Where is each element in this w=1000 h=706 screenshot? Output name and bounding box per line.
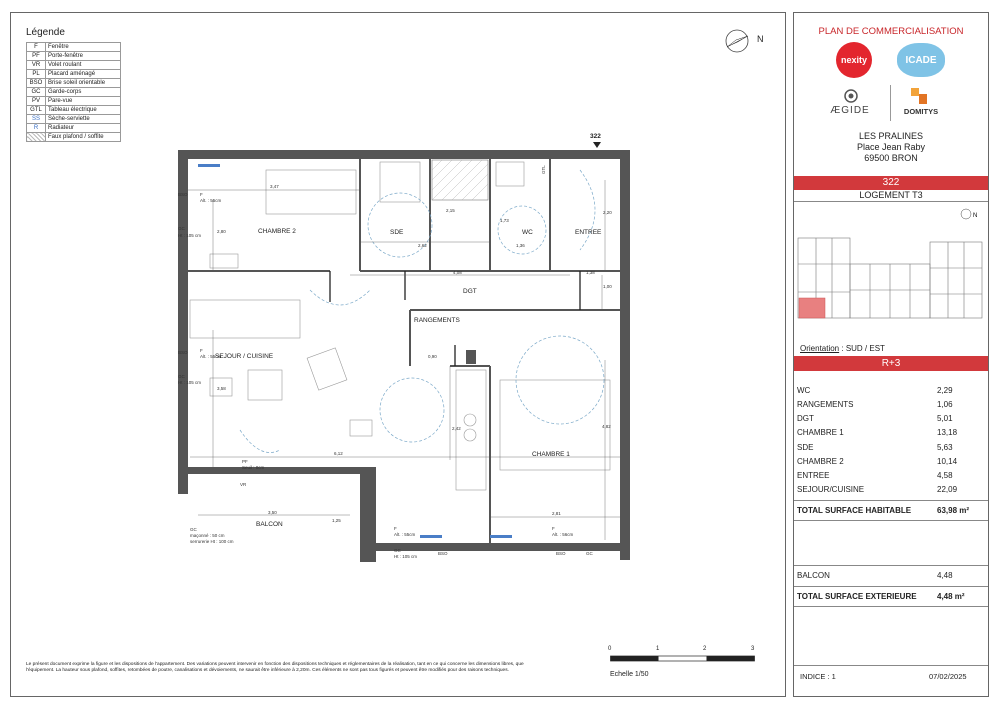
room-label-dgt: DGT xyxy=(463,288,477,295)
surface-room: DGT xyxy=(797,414,814,423)
surface-room: ENTREE xyxy=(797,471,830,480)
lot-type: LOGEMENT T3 xyxy=(859,190,923,200)
surface-row xyxy=(797,457,987,466)
wall-balcony-side xyxy=(360,467,376,562)
divider xyxy=(794,606,988,607)
legend-label: Faux plafond / soffite xyxy=(46,133,121,142)
floor-plan xyxy=(150,130,640,570)
radiator xyxy=(198,164,220,167)
tag-ht: Ht : 105 cm xyxy=(394,554,418,559)
dimension-label: 1,00 xyxy=(603,284,612,289)
hob-ring xyxy=(464,429,476,441)
tag-seuil: Seuil : 0cm xyxy=(242,465,265,470)
divider xyxy=(794,520,988,521)
tag-alt: Alt. : 55cm xyxy=(394,532,416,537)
surface-row xyxy=(797,414,987,423)
dimension-label: 4,82 xyxy=(602,424,611,429)
surface-row xyxy=(797,485,987,494)
dimension-label: 3,58 xyxy=(217,386,226,391)
dimension-label: 2,62 xyxy=(418,243,427,248)
lot-marker-label: 322 xyxy=(590,133,601,140)
tag-gc: GC xyxy=(394,548,401,553)
door-swing xyxy=(310,290,370,305)
legend-label: Pare-vue xyxy=(46,97,121,106)
domitys-logo: DOMITYS xyxy=(903,107,939,116)
legend-label: Fenêtre xyxy=(46,43,121,52)
disclaimer: Le présent document exprime la figure et les dispositions de l'appartement. Des variations peuvent intervenir en fonction des dispositions techniques et réglementaires de la réalisation, tant en ce qui concerne les dimensions libres, que l'équipement. La hauteur sous plafond, soffites, retombées de poutre, canalisations et dévoiements, ne saurait être inférieure à 2,20m. Ces éléments ne sont pas tous figurés et peuvent être modifiés pour des raisons techniques. xyxy=(26,662,524,673)
legend-label: Brise soleil orientable xyxy=(46,79,121,88)
surface-room: RANGEMENTS xyxy=(797,400,854,409)
surface-room: CHAMBRE 1 xyxy=(797,428,844,437)
nightstand xyxy=(210,254,238,268)
hob-ring xyxy=(464,414,476,426)
program-name: LES PRALINES xyxy=(858,131,924,141)
legend-label: Tableau électrique xyxy=(46,106,121,115)
surface-area: 5,01 xyxy=(937,414,953,423)
total-habitable-value: 63,98 m² xyxy=(937,506,970,515)
surface-area: 4,58 xyxy=(937,471,953,480)
door-swing xyxy=(380,378,444,442)
surface-area: 5,63 xyxy=(937,443,953,452)
legend-row xyxy=(27,79,121,88)
tag-ht: Ht : 105 cm xyxy=(178,233,202,238)
legend-code: GTL xyxy=(27,106,46,115)
total-habitable-row xyxy=(797,506,987,515)
legend-row xyxy=(27,115,121,124)
aegide-logo: ÆGIDE xyxy=(830,105,870,116)
tag-alt: Alt. : 55cm xyxy=(200,198,222,203)
dimension-label: 2,20 xyxy=(603,210,612,215)
legend-code: GC xyxy=(27,88,46,97)
svg-text:N: N xyxy=(973,213,978,219)
surface-room: CHAMBRE 2 xyxy=(797,457,844,466)
tag-gc: GC xyxy=(190,527,197,532)
surface-room: SEJOUR/CUISINE xyxy=(797,485,865,494)
surface-room: WC xyxy=(797,386,811,395)
legend-row xyxy=(27,97,121,106)
legend-label: Placard aménagé xyxy=(46,70,121,79)
dimension-lines xyxy=(188,180,620,540)
tag-f: F xyxy=(200,348,203,353)
door-swing xyxy=(580,170,595,250)
equipment-tags xyxy=(178,165,594,559)
tag-maconne: maçonné : 50 cm xyxy=(190,533,225,538)
hatch-lines xyxy=(432,160,488,200)
divider xyxy=(794,586,988,587)
surface-area: 13,18 xyxy=(937,428,958,437)
address-block xyxy=(793,131,989,164)
tag-bso: BSO xyxy=(556,551,566,556)
dimension-label: 1,25 xyxy=(332,518,341,523)
tag-gtl: GTL xyxy=(541,165,546,174)
radiator xyxy=(420,535,442,538)
tag-bso: BSO xyxy=(178,192,188,197)
surface-area: 10,14 xyxy=(937,457,958,466)
wall-left xyxy=(178,150,188,494)
room-label-sejour: SEJOUR / CUISINE xyxy=(215,353,274,360)
city: 69500 BRON xyxy=(864,153,918,163)
dimension-label: 6,12 xyxy=(334,451,343,456)
surface-row xyxy=(797,386,987,395)
total-exterieure-label: TOTAL SURFACE EXTERIEURE xyxy=(797,592,917,601)
room-label-entree: ENTREE xyxy=(575,229,602,236)
surface-room: SDE xyxy=(797,443,814,452)
dimension-label: 1,38 xyxy=(586,270,595,275)
toilet-tank xyxy=(496,162,524,186)
balcon-value: 4,48 xyxy=(937,571,953,580)
scale-tick: 2 xyxy=(703,646,707,652)
total-exterieure-value: 4,48 m² xyxy=(937,592,965,601)
legend-row xyxy=(27,61,121,70)
bed xyxy=(266,170,356,214)
dimension-label: 3,50 xyxy=(268,510,277,515)
revision-date: 07/02/2025 xyxy=(929,672,967,681)
wall-balcony-top xyxy=(178,467,360,474)
room-label-chambre2: CHAMBRE 2 xyxy=(258,228,296,235)
legend-code: SS xyxy=(27,115,46,124)
north-label: N xyxy=(757,34,764,44)
legend-code: PF xyxy=(27,52,46,61)
tag-gc: GC xyxy=(586,551,593,556)
balcon-label: BALCON xyxy=(797,571,830,580)
tag-serrurerie: serrurerie Ht : 100 cm xyxy=(190,539,234,544)
armchair xyxy=(307,348,347,390)
lot-marker xyxy=(590,133,601,148)
orientation xyxy=(800,344,885,353)
north-arrow-icon xyxy=(724,28,756,54)
total-habitable-label: TOTAL SURFACE HABITABLE xyxy=(797,506,912,515)
tag-f: F xyxy=(200,192,203,197)
key-plan-north-icon xyxy=(961,209,977,219)
scale-bar xyxy=(610,654,756,664)
furniture xyxy=(190,162,610,490)
scale-tick: 1 xyxy=(656,646,660,652)
tag-ht: Ht : 105 cm xyxy=(178,380,202,385)
tag-gc: GC xyxy=(178,374,185,379)
sidebar-title: PLAN DE COMMERCIALISATION xyxy=(818,26,964,37)
tag-gc: GC xyxy=(178,226,185,231)
legend-code: PL xyxy=(27,70,46,79)
partitions xyxy=(188,159,620,543)
legend-row xyxy=(27,106,121,115)
scale-label: Echelle 1/50 xyxy=(610,671,649,678)
logo-divider xyxy=(890,85,891,121)
room-label-chambre1: CHAMBRE 1 xyxy=(532,451,570,458)
dimension-label: 2,81 xyxy=(552,511,561,516)
legend-code: R xyxy=(27,124,46,133)
room-label-wc: WC xyxy=(522,229,533,236)
legend-code: BSO xyxy=(27,79,46,88)
scale-tick: 0 xyxy=(608,646,612,652)
lot-marker-arrow-icon xyxy=(593,142,601,148)
legend-title: Légende xyxy=(26,27,65,38)
wall-right xyxy=(620,150,630,560)
room-label-rangements: RANGEMENTS xyxy=(414,317,460,324)
legend-code: F xyxy=(27,43,46,52)
surface-area: 22,09 xyxy=(937,485,958,494)
hatch-zone xyxy=(432,160,488,200)
legend-label: Volet roulant xyxy=(46,61,121,70)
dimension-label: 2,80 xyxy=(217,229,226,234)
orientation-label: Orientation xyxy=(800,344,840,353)
lot-number: 322 xyxy=(794,176,988,190)
dimension-label: 4,08 xyxy=(453,270,462,275)
divider xyxy=(794,500,988,501)
nexity-logo: nexity xyxy=(836,42,872,78)
wall-bottom xyxy=(376,543,630,551)
legend-row xyxy=(27,70,121,79)
legend-code: VR xyxy=(27,61,46,70)
legend-label: Garde-corps xyxy=(46,88,121,97)
table xyxy=(248,370,282,400)
room-label-balcon: BALCON xyxy=(256,521,283,528)
legend-row xyxy=(27,88,121,97)
floor-level: R+3 xyxy=(794,356,988,371)
total-exterieure-row xyxy=(797,592,987,601)
dimension-label: 1,73 xyxy=(500,218,509,223)
legend-row xyxy=(27,133,121,142)
balcon-row xyxy=(797,571,987,580)
dimension-label: 3,47 xyxy=(270,184,279,189)
revision-index: INDICE : 1 xyxy=(800,672,836,681)
aegide-emblem-icon xyxy=(843,88,859,104)
divider xyxy=(794,665,988,666)
tag-pf: PF xyxy=(242,459,248,464)
key-plan-highlight xyxy=(799,298,825,318)
tag-f: F xyxy=(394,526,397,531)
radiator xyxy=(490,535,512,538)
wall-top xyxy=(178,150,630,159)
street: Place Jean Raby xyxy=(856,142,926,152)
surface-row xyxy=(797,443,987,452)
tag-alt: Alt. : 56cm xyxy=(552,532,574,537)
surface-row xyxy=(797,400,987,409)
divider xyxy=(794,201,988,202)
legend-row xyxy=(27,43,121,52)
tag-f: F xyxy=(552,526,555,531)
room-label-sde: SDE xyxy=(390,229,404,236)
tag-bso: BSO xyxy=(438,551,448,556)
surface-area: 1,06 xyxy=(937,400,953,409)
legend-row xyxy=(27,124,121,133)
key-plan xyxy=(796,206,986,338)
orientation-value: : SUD / EST xyxy=(841,344,885,353)
scale-tick: 3 xyxy=(751,646,755,652)
divider xyxy=(794,565,988,566)
surface-row xyxy=(797,471,987,480)
surface-area: 2,29 xyxy=(937,386,953,395)
icade-logo: ICADE xyxy=(897,43,945,77)
storage xyxy=(190,300,300,338)
legend-row xyxy=(27,52,121,61)
door-swing xyxy=(240,430,280,453)
dimension-label: 1,36 xyxy=(516,243,525,248)
hatch-swatch xyxy=(27,133,46,142)
surface-row xyxy=(797,428,987,437)
tag-bso: BSO xyxy=(178,350,188,355)
chair xyxy=(350,420,372,436)
legend-code: PV xyxy=(27,97,46,106)
dimension-label: 2,42 xyxy=(452,426,461,431)
tag-alt: Alt. : 55cm xyxy=(200,354,222,359)
legend-label: Sèche-serviette xyxy=(46,115,121,124)
legend-table xyxy=(26,42,121,142)
legend-label: Radiateur xyxy=(46,124,121,133)
legend-label: Porte-fenêtre xyxy=(46,52,121,61)
dimension-label: 2,15 xyxy=(446,208,455,213)
dimension-label: 0,90 xyxy=(428,354,437,359)
domitys-emblem-icon xyxy=(909,86,931,106)
wall-stub xyxy=(466,350,476,364)
tag-vr: VR xyxy=(240,482,247,487)
